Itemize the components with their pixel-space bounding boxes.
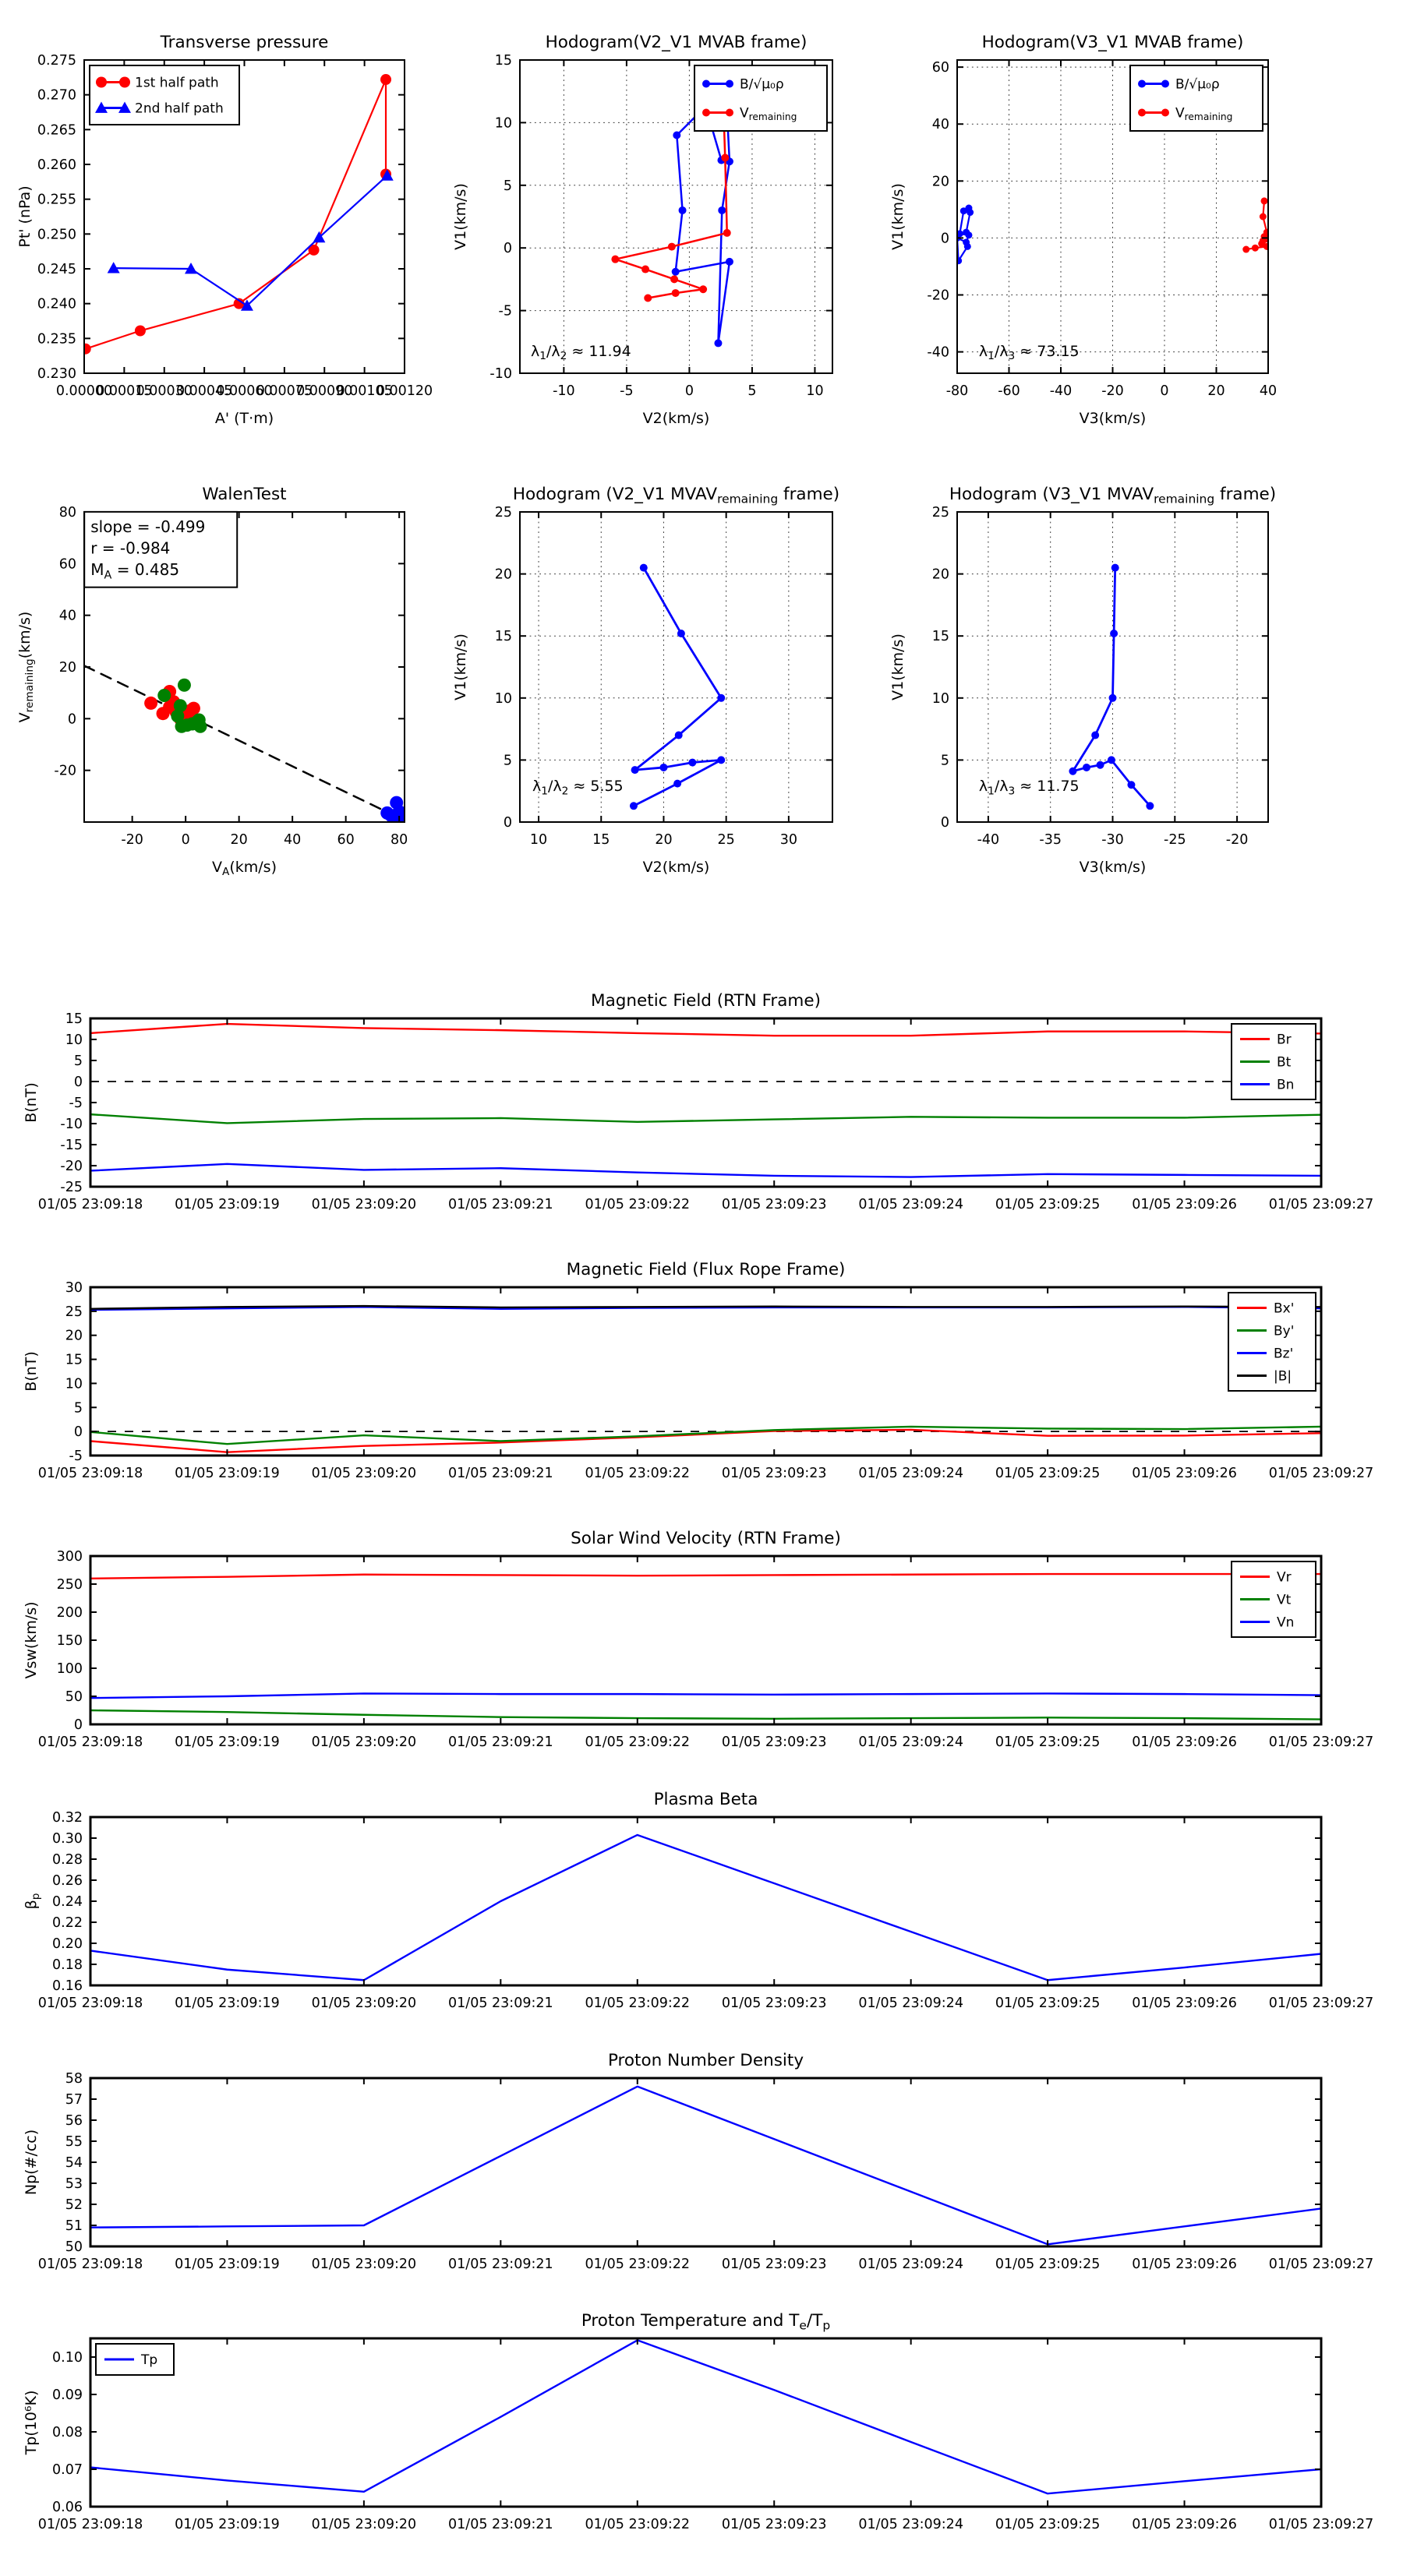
x-tick-label: 20 (1207, 383, 1225, 399)
series-Np (90, 2087, 1321, 2245)
series-Bt (90, 1114, 1321, 1123)
y-tick-label: 0.28 (52, 1852, 83, 1868)
chart-solar-wind-velocity-rtn (6, 1509, 1399, 1791)
x-tick-label: 20 (655, 832, 673, 848)
y-tick-label: 0.235 (37, 331, 76, 348)
y-tick-label: 0.07 (52, 2462, 83, 2478)
x-tick-label: -5 (620, 383, 634, 399)
x-tick-label: 10 (529, 832, 548, 848)
y-tick-label: 56 (65, 2113, 83, 2129)
chart-title: Proton Number Density (607, 2051, 804, 2070)
x-tick-label: 0.00015 (96, 383, 153, 399)
y-tick-label: 40 (58, 608, 76, 624)
y-tick-label: 60 (931, 60, 949, 76)
y-tick-label: 0 (73, 1717, 83, 1733)
chart-svg-magnetic-field-rtn (6, 972, 1399, 1253)
annotation-text: $\lambda_1/\lambda_2 \approx 11.94$ (531, 342, 631, 363)
y-tick-label: 20 (931, 566, 949, 583)
x-tick-label: 01/05 23:09:20 (311, 1466, 417, 1481)
x-tick-label: 40 (1259, 383, 1278, 399)
legend-label: |B| (1274, 1368, 1292, 1385)
x-tick-label: 01/05 23:09:19 (175, 1197, 280, 1212)
y-tick-label: 5 (73, 1053, 83, 1069)
chart-title: WalenTest (202, 485, 287, 504)
y-axis-label: Vsw(km/s) (23, 1601, 40, 1679)
series-Br (90, 1024, 1321, 1036)
x-tick-label: 01/05 23:09:19 (175, 1466, 280, 1481)
y-tick-label: 60 (58, 556, 76, 573)
y-tick-label: -20 (54, 763, 76, 779)
x-tick-label: -40 (977, 832, 1000, 848)
y-tick-label: 52 (65, 2197, 83, 2213)
x-axis-label: V3(km/s) (1079, 410, 1147, 427)
x-tick-label: 01/05 23:09:23 (721, 2517, 827, 2532)
y-axis-label: Np(#/cc) (23, 2129, 40, 2196)
y-tick-label: 40 (931, 117, 949, 133)
x-tick-label: 01/05 23:09:21 (448, 1734, 553, 1750)
x-tick-label: 01/05 23:09:25 (995, 1197, 1101, 1212)
x-tick-label: 01/05 23:09:21 (448, 1996, 553, 2011)
x-tick-label: -20 (121, 832, 143, 848)
y-tick-label: 15 (494, 629, 512, 645)
y-tick-label: 53 (65, 2176, 83, 2192)
chart-magnetic-field-flux-rope (6, 1240, 1399, 1522)
x-tick-label: 01/05 23:09:27 (1268, 1197, 1374, 1212)
axes-frame (90, 1018, 1321, 1187)
y-tick-label: 0 (940, 815, 949, 831)
series-Bn (90, 1164, 1321, 1177)
x-tick-label: 01/05 23:09:24 (858, 1734, 963, 1750)
x-tick-label: 01/05 23:09:25 (995, 2257, 1101, 2272)
legend-label: Bz' (1274, 1346, 1294, 1362)
annotation-text: $M_A = 0.485$ (90, 560, 180, 582)
y-tick-label: 100 (56, 1661, 83, 1677)
y-axis-label: V1(km/s) (889, 633, 906, 700)
x-tick-label: 01/05 23:09:24 (858, 2517, 963, 2532)
chart-title: Hodogram(V3_V1 MVAB frame) (981, 33, 1244, 52)
x-tick-label: 0.00045 (175, 383, 233, 399)
axes-frame (90, 1287, 1321, 1456)
x-tick-label: 01/05 23:09:22 (585, 1996, 691, 2011)
y-tick-label: 20 (494, 566, 512, 583)
chart-title: Magnetic Field (RTN Frame) (591, 991, 821, 1011)
legend (694, 65, 827, 131)
y-tick-label: 5 (73, 1400, 83, 1417)
y-tick-label: 0 (503, 815, 512, 831)
y-axis-label: $\beta_p$ (23, 1893, 43, 1910)
y-tick-label: -5 (498, 303, 512, 319)
x-tick-label: 01/05 23:09:27 (1268, 2257, 1374, 2272)
x-tick-label: 5 (747, 383, 757, 399)
x-tick-label: -60 (998, 383, 1020, 399)
x-tick-label: 01/05 23:09:26 (1132, 1466, 1237, 1481)
chart-title: Transverse pressure (160, 33, 329, 52)
chart-transverse-pressure (0, 13, 482, 439)
x-tick-label: 01/05 23:09:26 (1132, 1734, 1237, 1750)
y-tick-label: 0 (503, 241, 512, 257)
x-axis-label: V3(km/s) (1079, 859, 1147, 876)
x-tick-label: 0.00000 (55, 383, 113, 399)
y-tick-label: 50 (65, 2239, 83, 2255)
y-tick-label: -10 (489, 366, 512, 382)
series-Vn (90, 1693, 1321, 1698)
x-tick-label: 01/05 23:09:20 (311, 1996, 417, 2011)
y-tick-label: 5 (503, 178, 512, 194)
y-tick-label: 0.245 (37, 262, 76, 277)
x-tick-label: 01/05 23:09:26 (1132, 1996, 1237, 2011)
x-tick-label: 80 (391, 832, 408, 848)
x-tick-label: 01/05 23:09:20 (311, 2517, 417, 2532)
y-tick-label: -5 (69, 1449, 83, 1464)
y-tick-label: 0.10 (52, 2350, 83, 2366)
y-tick-label: 15 (65, 1011, 83, 1027)
series-V-remaining (1242, 197, 1271, 252)
x-tick-label: 01/05 23:09:26 (1132, 2517, 1237, 2532)
x-tick-label: -35 (1039, 832, 1062, 848)
legend-label: 2nd half path (135, 101, 224, 117)
y-tick-label: 20 (65, 1328, 83, 1344)
x-tick-label: -20 (1101, 383, 1124, 399)
x-tick-label: 01/05 23:09:18 (37, 2257, 143, 2272)
chart-magnetic-field-rtn (6, 972, 1399, 1253)
legend-label: Bx' (1274, 1300, 1295, 1317)
x-tick-label: 0 (181, 832, 190, 848)
y-tick-label: 0.20 (52, 1936, 83, 1952)
series-Vr (90, 1574, 1321, 1579)
legend-label: Br (1277, 1032, 1292, 1048)
y-tick-label: 0.270 (37, 87, 76, 104)
legend-label: Tp (141, 2352, 158, 2368)
chart-title: Proton Temperature and $T_e/T_p$ (581, 2311, 831, 2333)
chart-svg-plasma-beta (6, 1770, 1399, 2052)
x-tick-label: 01/05 23:09:21 (448, 2257, 553, 2272)
x-tick-label: 0.00030 (136, 383, 193, 399)
y-tick-label: 0 (940, 231, 949, 247)
y-tick-label: 15 (65, 1352, 83, 1368)
series-Tp (90, 2340, 1321, 2493)
y-tick-label: 10 (65, 1032, 83, 1048)
x-tick-label: -30 (1101, 832, 1124, 848)
y-tick-label: 20 (58, 660, 76, 676)
series-group (630, 564, 725, 810)
y-tick-label: 50 (65, 1689, 83, 1705)
y-tick-label: 0.26 (52, 1873, 83, 1889)
x-tick-label: 0.00090 (296, 383, 353, 399)
x-tick-label: 15 (592, 832, 610, 848)
legend (90, 65, 239, 125)
y-tick-label: -40 (927, 344, 949, 361)
chart-svg-proton-number-density (6, 2031, 1399, 2313)
chart-title: Magnetic Field (Flux Rope Frame) (566, 1260, 846, 1279)
y-tick-label: 10 (931, 690, 949, 707)
x-tick-label: 01/05 23:09:23 (721, 1996, 827, 2011)
x-tick-label: 01/05 23:09:21 (448, 1197, 553, 1212)
y-tick-label: 51 (65, 2218, 83, 2234)
y-tick-label: -5 (69, 1096, 83, 1111)
x-tick-label: 01/05 23:09:23 (721, 2257, 827, 2272)
y-tick-label: 0.24 (52, 1894, 83, 1910)
x-tick-label: -40 (1049, 383, 1073, 399)
y-tick-label: 25 (65, 1304, 83, 1320)
y-tick-label: 10 (494, 690, 512, 707)
legend-label: Vr (1277, 1569, 1292, 1586)
x-tick-label: 01/05 23:09:27 (1268, 2517, 1374, 2532)
y-tick-label: 0.240 (37, 296, 76, 312)
x-tick-label: 30 (779, 832, 798, 848)
x-tick-label: 10 (806, 383, 824, 399)
chart-proton-temperature (6, 2292, 1399, 2573)
x-tick-label: 01/05 23:09:25 (995, 1996, 1101, 2011)
y-tick-label: 58 (65, 2071, 83, 2087)
chart-hodogram-v3v1-mvav (873, 465, 1346, 888)
legend-label: B/√μ₀ρ (740, 76, 784, 93)
y-tick-label: 0.265 (37, 122, 76, 139)
series-group (84, 665, 407, 827)
x-tick-label: 01/05 23:09:19 (175, 1996, 280, 2011)
x-tick-label: 01/05 23:09:25 (995, 1466, 1101, 1481)
annotation-text: $\lambda_1/\lambda_3 \approx 11.75$ (978, 778, 1080, 798)
x-tick-label: 01/05 23:09:25 (995, 1734, 1101, 1750)
y-tick-label: 0 (67, 711, 76, 728)
chart-walen-test (0, 465, 482, 888)
x-tick-label: 01/05 23:09:24 (858, 2257, 963, 2272)
x-tick-label: 01/05 23:09:26 (1132, 1197, 1237, 1212)
y-tick-label: 0.06 (52, 2500, 83, 2515)
chart-title: Plasma Beta (653, 1790, 758, 1809)
y-tick-label: -20 (60, 1159, 83, 1174)
y-tick-label: 300 (56, 1549, 83, 1565)
y-tick-label: 25 (931, 505, 949, 520)
legend-label: By' (1274, 1323, 1295, 1339)
series-group (90, 1835, 1321, 1980)
x-axis-label: A' (T·m) (214, 410, 274, 427)
chart-svg-proton-temperature (6, 2292, 1399, 2573)
chart-svg-hodogram-v3v1-mvab (873, 13, 1346, 439)
series-group (90, 1574, 1321, 1719)
x-tick-label: 01/05 23:09:26 (1132, 2257, 1237, 2272)
axes-frame (520, 512, 832, 822)
x-tick-label: -10 (553, 383, 575, 399)
x-tick-label: 01/05 23:09:27 (1268, 1734, 1374, 1750)
y-tick-label: 5 (940, 753, 949, 769)
legend-label: 1st half path (135, 75, 219, 91)
series-group (1069, 564, 1154, 810)
x-tick-label: 01/05 23:09:18 (37, 1734, 143, 1750)
axes-frame (90, 1556, 1321, 1724)
y-axis-label: B(nT) (23, 1082, 40, 1123)
y-axis-label: B(nT) (23, 1351, 40, 1392)
chart-svg-hodogram-v2v1-mvav (436, 465, 910, 888)
y-tick-label: 30 (65, 1280, 83, 1296)
annotation-text: slope = -0.499 (90, 517, 206, 536)
x-tick-label: 01/05 23:09:23 (721, 1197, 827, 1212)
x-axis-label: V2(km/s) (642, 859, 710, 876)
chart-hodogram-v2v1-mvab (436, 13, 910, 439)
x-tick-label: 01/05 23:09:19 (175, 2517, 280, 2532)
x-tick-label: 01/05 23:09:22 (585, 1466, 691, 1481)
legend-label: Vn (1277, 1614, 1295, 1631)
legend (1130, 65, 1263, 131)
x-tick-label: 0 (1160, 383, 1169, 399)
y-axis-label: V1(km/s) (889, 183, 906, 250)
series-group (90, 2087, 1321, 2245)
y-tick-label: 0.16 (52, 1978, 83, 1994)
x-tick-label: 01/05 23:09:22 (585, 1734, 691, 1750)
x-tick-label: -80 (945, 383, 969, 399)
y-tick-label: 0 (73, 1424, 83, 1441)
legend (1232, 1024, 1316, 1099)
x-tick-label: 01/05 23:09:19 (175, 2257, 280, 2272)
y-tick-label: 150 (56, 1633, 83, 1649)
chart-title: Solar Wind Velocity (RTN Frame) (571, 1529, 841, 1548)
series-beta-p (90, 1835, 1321, 1980)
series-group (90, 2340, 1321, 2493)
x-tick-label: 01/05 23:09:19 (175, 1734, 280, 1750)
x-tick-label: 01/05 23:09:22 (585, 2257, 691, 2272)
y-tick-label: 15 (931, 629, 949, 645)
axes-frame (90, 1817, 1321, 1985)
y-tick-label: 0.18 (52, 1957, 83, 1973)
y-tick-label: 10 (494, 115, 512, 132)
legend-label: Bn (1277, 1077, 1295, 1093)
x-tick-label: 01/05 23:09:21 (448, 1466, 553, 1481)
series-group (90, 1306, 1321, 1452)
series-group (90, 1024, 1321, 1177)
x-tick-label: 01/05 23:09:18 (37, 1996, 143, 2011)
y-axis-label: V1(km/s) (452, 183, 469, 250)
y-tick-label: 0 (73, 1075, 83, 1090)
x-tick-label: 01/05 23:09:18 (37, 1197, 143, 1212)
x-tick-label: 0 (684, 383, 694, 399)
y-axis-label: Tp(10⁶K) (23, 2390, 40, 2455)
chart-hodogram-v3v1-mvab (873, 13, 1346, 439)
x-tick-label: 60 (337, 832, 355, 848)
x-tick-label: 25 (717, 832, 735, 848)
chart-svg-hodogram-v3v1-mvav (873, 465, 1346, 888)
x-tick-label: 01/05 23:09:27 (1268, 1996, 1374, 2011)
series-Vt (90, 1710, 1321, 1720)
legend-label: Bt (1277, 1054, 1292, 1071)
legend-label: $V_{remaining}$ (1175, 105, 1233, 123)
y-tick-label: 0.09 (52, 2387, 83, 2403)
y-axis-label: V1(km/s) (452, 633, 469, 700)
y-tick-label: 0.08 (52, 2425, 83, 2440)
legend-label: B/√μ₀ρ (1175, 76, 1220, 93)
y-tick-label: 25 (494, 505, 512, 520)
series-fit-line (84, 665, 405, 820)
axes-frame (90, 2078, 1321, 2246)
legend (96, 2344, 174, 2375)
x-axis-label: V2(km/s) (642, 410, 710, 427)
x-tick-label: 01/05 23:09:22 (585, 1197, 691, 1212)
x-tick-label: 01/05 23:09:23 (721, 1466, 827, 1481)
x-tick-label: 01/05 23:09:23 (721, 1734, 827, 1750)
annotation-text: $\lambda_1/\lambda_3 \approx 73.15$ (978, 342, 1080, 363)
annotation-text: r = -0.984 (90, 538, 171, 558)
x-tick-label: 01/05 23:09:18 (37, 2517, 143, 2532)
y-axis-label: $V_{remaining}(km/s)$ (16, 611, 37, 723)
y-tick-label: -15 (60, 1138, 83, 1153)
y-tick-label: 0.255 (37, 192, 76, 208)
y-tick-label: 20 (931, 174, 949, 190)
chart-title: Hodogram (V3_V1 $MVAV_{remaining}$ frame) (949, 485, 1277, 506)
chart-title: Hodogram(V2_V1 MVAB frame) (545, 33, 808, 52)
y-tick-label: 57 (65, 2092, 83, 2108)
legend-label: Vt (1277, 1592, 1292, 1608)
chart-svg-solar-wind-velocity-rtn (6, 1509, 1399, 1791)
series-hodogram-path (1069, 564, 1154, 810)
x-tick-label: 01/05 23:09:27 (1268, 1466, 1374, 1481)
chart-proton-number-density (6, 2031, 1399, 2313)
x-tick-label: 01/05 23:09:25 (995, 2517, 1101, 2532)
y-tick-label: -25 (60, 1180, 83, 1195)
y-tick-label: 200 (56, 1605, 83, 1621)
y-tick-label: 0.250 (37, 227, 76, 243)
x-tick-label: -25 (1164, 832, 1186, 848)
x-tick-label: 0.00120 (376, 383, 433, 399)
series-hodogram-path (630, 564, 725, 810)
x-tick-label: 01/05 23:09:24 (858, 1996, 963, 2011)
x-tick-label: 01/05 23:09:24 (858, 1197, 963, 1212)
x-tick-label: 0.00075 (256, 383, 313, 399)
y-tick-label: 0.22 (52, 1915, 83, 1931)
y-tick-label: 0.230 (37, 366, 76, 382)
y-axis-label: Pt' (nPa) (16, 185, 34, 248)
x-tick-label: 0.00060 (216, 383, 273, 399)
x-tick-label: 0.00105 (336, 383, 393, 399)
x-tick-label: 01/05 23:09:20 (311, 2257, 417, 2272)
chart-svg-hodogram-v2v1-mvab (436, 13, 910, 439)
x-tick-label: 01/05 23:09:24 (858, 1466, 963, 1481)
legend-label: $V_{remaining}$ (740, 105, 797, 123)
y-tick-label: 0.275 (37, 53, 76, 69)
y-tick-label: 55 (65, 2134, 83, 2150)
x-tick-label: 01/05 23:09:20 (311, 1197, 417, 1212)
x-tick-label: -20 (1225, 832, 1249, 848)
chart-svg-transverse-pressure (0, 13, 482, 439)
y-tick-label: 0.260 (37, 157, 76, 173)
chart-svg-walen-test (0, 465, 482, 888)
x-tick-label: 01/05 23:09:20 (311, 1734, 417, 1750)
y-tick-label: 54 (65, 2155, 83, 2171)
chart-title: Hodogram (V2_V1 $MVAV_{remaining}$ frame) (512, 485, 840, 506)
legend (1232, 1561, 1316, 1637)
x-tick-label: 01/05 23:09:21 (448, 2517, 553, 2532)
axes-frame (90, 2338, 1321, 2507)
series-2nd half path (108, 169, 394, 310)
y-tick-label: 250 (56, 1577, 83, 1593)
x-tick-label: 01/05 23:09:18 (37, 1466, 143, 1481)
x-tick-label: 20 (230, 832, 248, 848)
x-tick-label: 40 (284, 832, 302, 848)
y-tick-label: 80 (58, 505, 76, 520)
y-tick-label: -20 (927, 288, 949, 304)
chart-hodogram-v2v1-mvav (436, 465, 910, 888)
y-tick-label: -10 (60, 1117, 83, 1132)
y-tick-label: 15 (494, 53, 512, 69)
chart-svg-magnetic-field-flux-rope (6, 1240, 1399, 1522)
y-tick-label: 5 (503, 753, 512, 769)
legend (1228, 1293, 1316, 1391)
annotation-text: $\lambda_1/\lambda_2 \approx 5.55$ (532, 778, 624, 798)
y-tick-label: 0.30 (52, 1831, 83, 1847)
x-tick-label: 01/05 23:09:22 (585, 2517, 691, 2532)
y-tick-label: 0.32 (52, 1810, 83, 1826)
y-tick-label: 10 (65, 1376, 83, 1392)
chart-plasma-beta (6, 1770, 1399, 2052)
x-axis-label: $V_A(km/s)$ (212, 859, 277, 879)
